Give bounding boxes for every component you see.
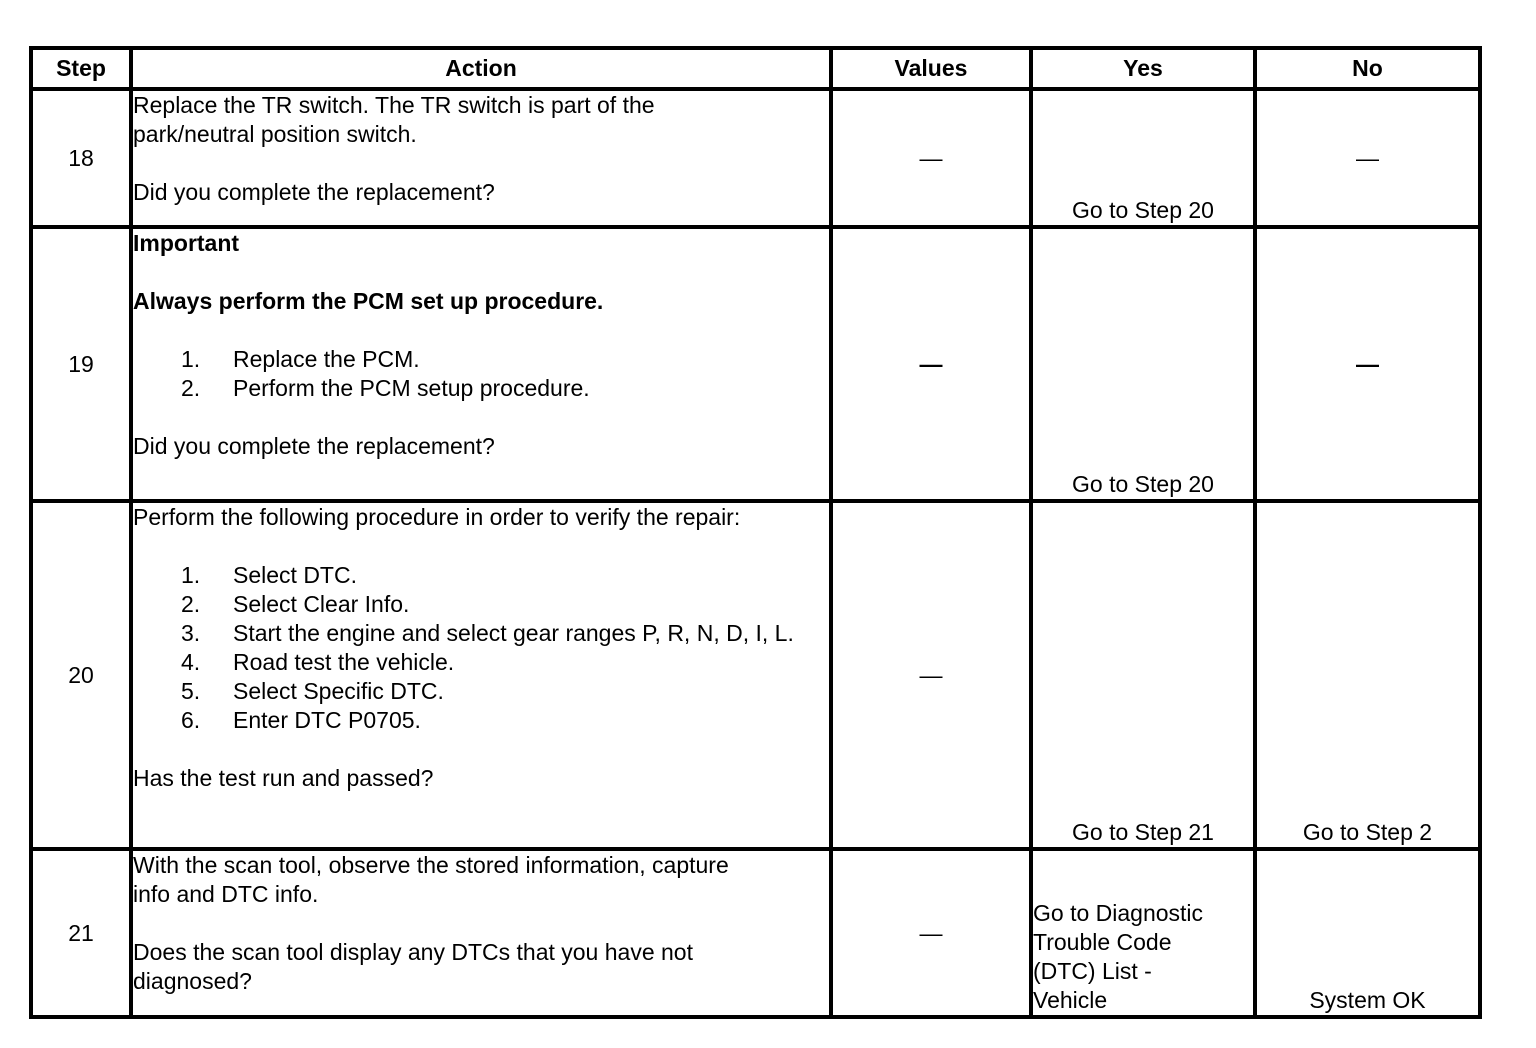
header-yes: Yes	[1031, 48, 1255, 89]
values-cell: —	[831, 501, 1031, 849]
action-text: With the scan tool, observe the stored information, capture	[133, 852, 729, 878]
no-cell: System OK	[1255, 849, 1480, 1017]
important-title: Important	[133, 230, 240, 256]
action-question: Does the scan tool display any DTCs that you have not	[133, 939, 693, 965]
yes-cell: Go to Step 20	[1031, 89, 1255, 227]
values-cell: —	[831, 227, 1031, 501]
table-row-step-21	[31, 849, 1480, 1017]
step-number: 20	[31, 501, 131, 849]
procedure-list	[133, 561, 829, 735]
step-number: 18	[31, 89, 131, 227]
header-values: Values	[831, 48, 1031, 89]
important-text: Always perform the PCM set up procedure.	[133, 288, 604, 314]
yes-cell: Go to Step 20	[1031, 227, 1255, 501]
yes-cell: Go to Step 21	[1031, 501, 1255, 849]
action-question: diagnosed?	[133, 968, 252, 994]
diagnostic-procedure-table	[29, 46, 1482, 1019]
table-row-step-19	[31, 227, 1480, 501]
procedure-list	[133, 345, 829, 403]
step-number: 21	[31, 849, 131, 1017]
action-question: Has the test run and passed?	[133, 765, 434, 791]
list-item: 2. Select Clear Info.	[181, 591, 410, 617]
yes-cell: Go to Diagnostic Trouble Code (DTC) List - Vehicle	[1031, 849, 1255, 1017]
header-row	[31, 48, 1480, 89]
no-cell: —	[1255, 89, 1480, 227]
list-item: 1. Replace the PCM.	[181, 346, 420, 372]
table-row-step-18	[31, 89, 1480, 227]
action-cell	[131, 501, 831, 849]
action-text: park/neutral position switch.	[133, 121, 417, 147]
no-cell: Go to Step 2	[1255, 501, 1480, 849]
header-action: Action	[131, 48, 831, 89]
action-question: Did you complete the replacement?	[133, 433, 495, 459]
table-row-step-20	[31, 501, 1480, 849]
header-no: No	[1255, 48, 1480, 89]
no-cell: —	[1255, 227, 1480, 501]
step-number: 19	[31, 227, 131, 501]
list-item: 3. Start the engine and select gear ranges P, R, N, D, I, L.	[181, 620, 794, 646]
action-question: Did you complete the replacement?	[133, 179, 495, 205]
action-cell	[131, 227, 831, 501]
list-item: 4. Road test the vehicle.	[181, 649, 455, 675]
action-text: Replace the TR switch. The TR switch is part of the	[133, 92, 655, 118]
list-item: 6. Enter DTC P0705.	[181, 707, 421, 733]
header-step: Step	[31, 48, 131, 89]
values-cell: —	[831, 849, 1031, 1017]
action-text: Perform the following procedure in order to verify the repair:	[133, 504, 741, 530]
action-cell	[131, 89, 831, 227]
action-text: info and DTC info.	[133, 881, 319, 907]
action-cell	[131, 849, 831, 1017]
list-item: 2. Perform the PCM setup procedure.	[181, 375, 590, 401]
values-cell: —	[831, 89, 1031, 227]
list-item: 5. Select Specific DTC.	[181, 678, 444, 704]
list-item: 1. Select DTC.	[181, 562, 357, 588]
